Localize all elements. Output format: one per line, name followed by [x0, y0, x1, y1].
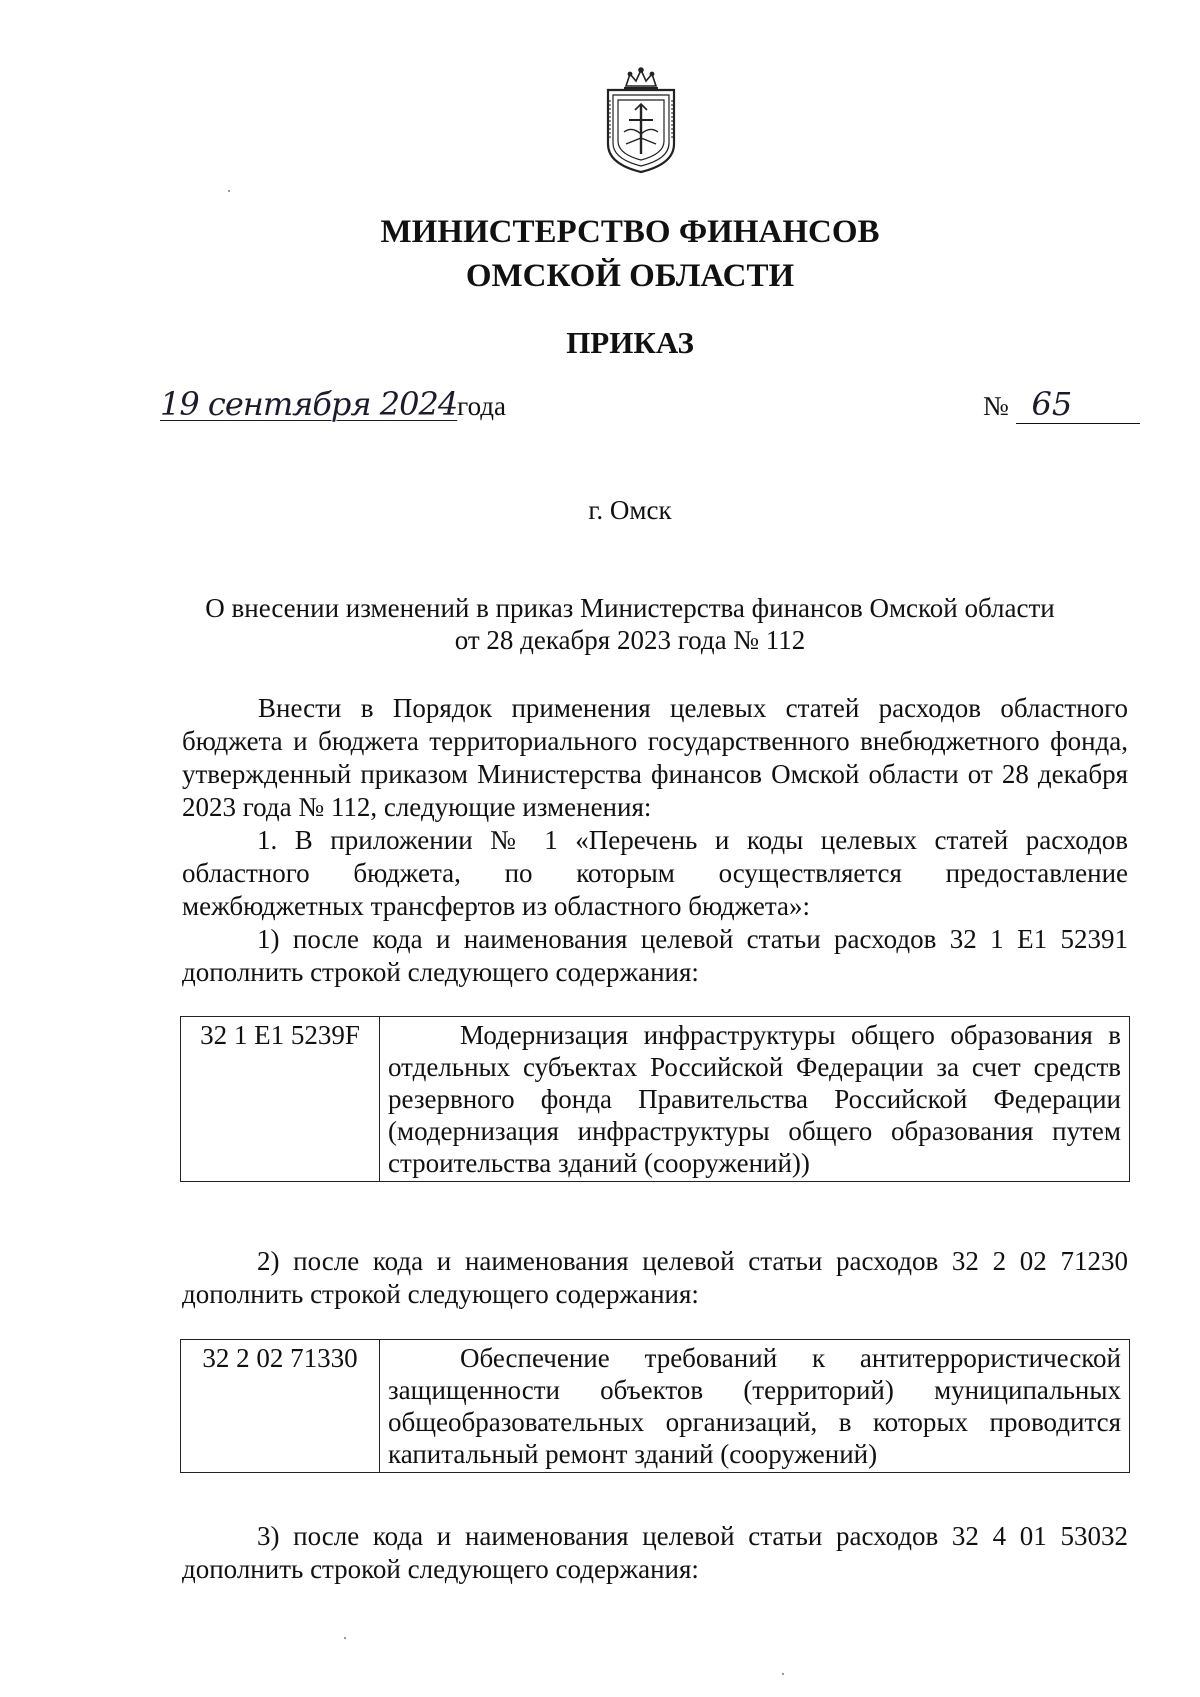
body-block-3: [182, 1520, 1128, 1586]
table-code-cell: 32 2 02 71330: [181, 1340, 380, 1473]
ministry-line-2: ОМСКОЙ ОБЛАСТИ: [465, 258, 795, 294]
code-table-2: [180, 1339, 1130, 1473]
table-description-cell: [380, 1340, 1130, 1473]
item-1-paragraph: 1. В приложении № 1 «Перечень и коды целевых статей расходов областного бюджета, по которым осуществляется предоставление межбюджетных трансфертов из областного бюджета»:: [182, 825, 1128, 921]
date-suffix: года: [457, 391, 507, 421]
date-signature: 19 сентября 2024: [160, 385, 458, 423]
sub-item-2-paragraph: 2) после кода и наименования целевой статьи расходов 32 2 02 71230 дополнить строкой следующего содержания:: [182, 1246, 1128, 1309]
ministry-name: [0, 210, 1200, 298]
number-prefix: №: [983, 391, 1009, 421]
table-description-cell: [380, 1017, 1130, 1182]
body-block-1: [182, 692, 1128, 989]
intro-paragraph: Внести в Порядок применения целевых статей расходов областного бюджета и бюджета территориального государственного внебюджетного фонда, утвержденный приказом Министерства финансов Омской области от 28 декабря 2023 года № 112, следующие изменения:: [182, 693, 1128, 822]
sub-item-1-paragraph: 1) после кода и наименования целевой статьи расходов 32 1 E1 52391 дополнить строкой следующего содержания:: [182, 924, 1128, 987]
city: г. Омск: [588, 495, 672, 525]
code-table-1: [180, 1016, 1130, 1182]
scan-speck: [782, 1673, 784, 1675]
table-row: [181, 1017, 1130, 1182]
sub-item-3-paragraph: 3) после кода и наименования целевой статьи расходов 32 4 01 53032 дополнить строкой следующего содержания:: [182, 1521, 1128, 1584]
order-number: [983, 385, 1140, 424]
order-subject: [0, 592, 1200, 656]
subject-line-2: от 28 декабря 2023 года № 112: [454, 625, 806, 655]
document-type: ПРИКАЗ: [566, 325, 694, 360]
table-code-cell: 32 1 E1 5239F: [181, 1017, 380, 1182]
number-value: 65: [1016, 385, 1140, 424]
table-row: [181, 1340, 1130, 1473]
order-date: [160, 385, 506, 423]
coat-of-arms-icon: [602, 66, 680, 174]
body-block-2: [182, 1245, 1128, 1311]
scan-speck: [228, 190, 230, 192]
scan-speck: [344, 1637, 346, 1639]
ministry-line-1: МИНИСТЕРСТВО ФИНАНСОВ: [380, 214, 880, 250]
table-description: Модернизация инфраструктуры общего образования в отдельных субъектах Российской Федерации за счет средств резервного фонда Правительства Российской Федерации (модернизация инфраструктуры общего образования путем строительства зданий (сооружений)): [388, 1020, 1121, 1178]
table-description: Обеспечение требований к антитеррористической защищенности объектов (территорий) муниципальных общеобразовательных организаций, в которых проводится капитальный ремонт зданий (сооружений): [388, 1343, 1121, 1469]
subject-line-1: О внесении изменений в приказ Министерства финансов Омской области: [205, 593, 1055, 623]
